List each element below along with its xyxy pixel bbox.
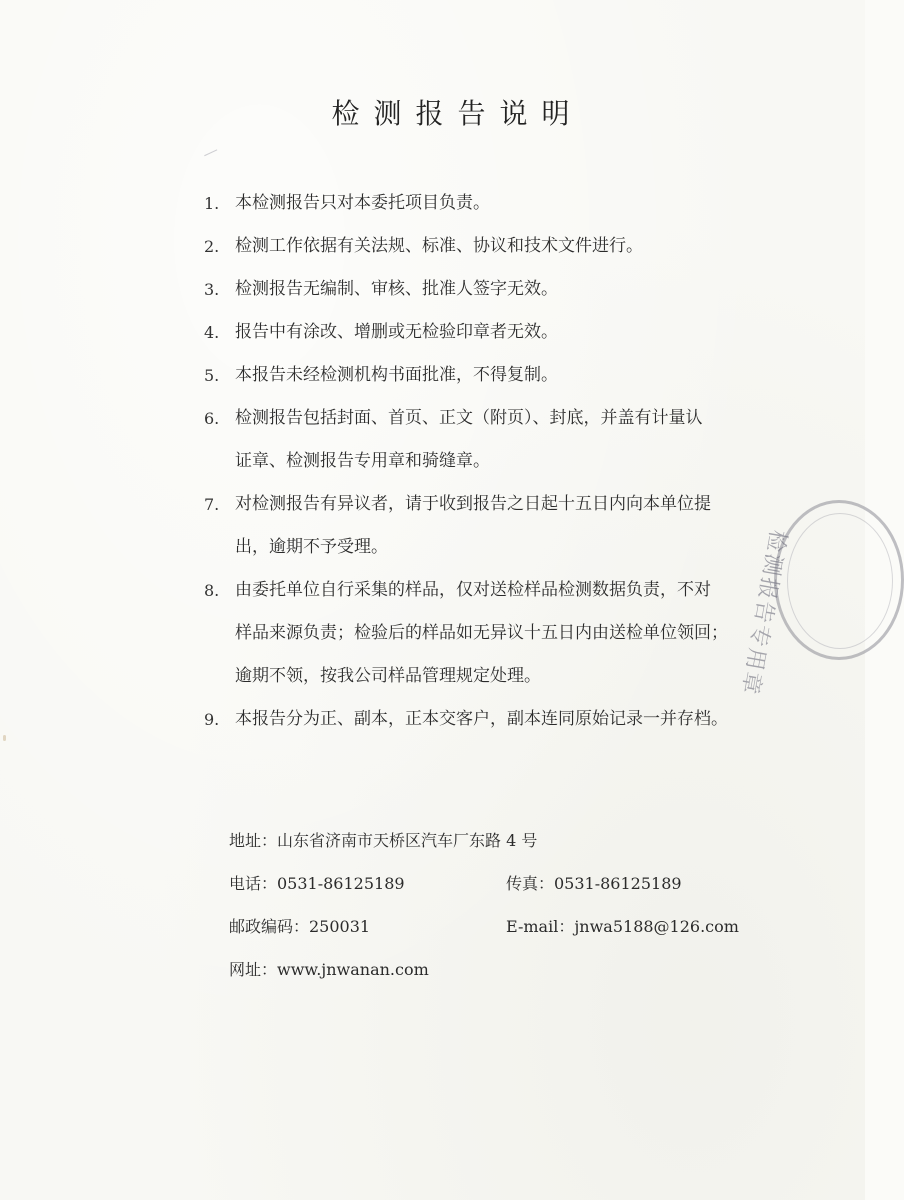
rule-text: 本检测报告只对本委托项目负责。 [235,193,490,213]
document-title: 检测报告说明 [331,97,584,130]
rule-text: 对检测报告有异议者，请于收到报告之日起十五日内向本单位提 [235,494,711,514]
rule-item [204,483,794,569]
stamp-inner-ring [787,513,893,649]
scan-mark [204,149,220,161]
rule-text: 本报告未经检测机构书面批准，不得复制。 [235,365,558,385]
postcode-text: 邮政编码：250031 [229,917,371,936]
rule-number: 2. [204,237,220,256]
contact-row [229,869,789,912]
rule-number: 7. [204,495,220,514]
rule-text: 本报告分为正、副本，正本交客户，副本连同原始记录一并存档。 [235,709,728,729]
rule-number: 5. [204,366,220,385]
rule-text: 检测报告包括封面、首页、正文（附页）、封底，并盖有计量认 [235,408,703,428]
rule-text-continued: 出，逾期不予受理。 [235,537,388,557]
rule-number: 9. [204,710,220,729]
rule-number: 3. [204,280,220,299]
rules-list [204,182,794,741]
rule-text-continued: 样品来源负责；检验后的样品如无异议十五日内由送检单位领回； [235,623,728,643]
rule-item [204,397,794,483]
rule-text: 检测工作依据有关法规、标准、协议和技术文件进行。 [235,236,643,256]
rule-item [204,311,794,354]
phone-text: 电话：0531-86125189 [229,874,405,893]
website-text: 网址：www.jnwanan.com [229,960,429,979]
contact-row [229,826,789,869]
rule-number: 6. [204,409,220,428]
fax-text: 传真：0531-86125189 [506,874,682,893]
rule-number: 1. [204,194,220,213]
address-text: 地址：山东省济南市天桥区汽车厂东路 4 号 [229,831,538,850]
contact-row [229,912,789,955]
rule-number: 8. [204,581,220,600]
rule-text: 检测报告无编制、审核、批准人签字无效。 [235,279,558,299]
rule-number: 4. [204,323,220,342]
rule-text: 由委托单位自行采集的样品，仅对送检样品检测数据负责，不对 [235,580,711,600]
contact-block [229,826,789,998]
paper-speck [3,735,6,741]
rule-text-continued: 证章、检测报告专用章和骑缝章。 [235,451,490,471]
rule-item [204,182,794,225]
rule-item [204,268,794,311]
rule-text: 报告中有涂改、增删或无检验印章者无效。 [235,322,558,342]
rule-item [204,225,794,268]
email-text: E-mail：jnwa5188@126.com [506,917,739,936]
contact-row [229,955,789,998]
stamp-text: 检测报告专用章 [736,527,791,698]
rule-item [204,698,794,741]
rule-text-continued: 逾期不领，按我公司样品管理规定处理。 [235,666,541,686]
rule-item [204,569,794,698]
rule-item [204,354,794,397]
seam-stamp [736,500,904,698]
